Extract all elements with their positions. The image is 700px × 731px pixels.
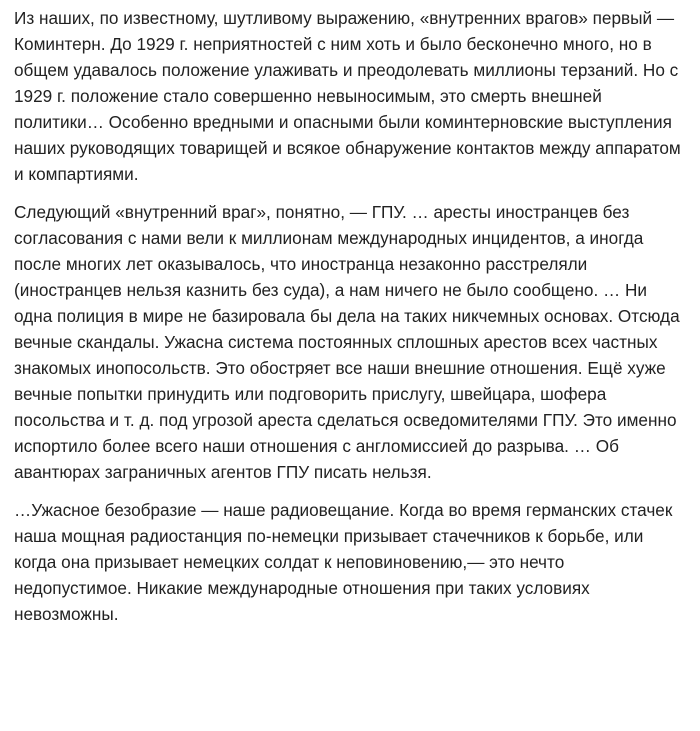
paragraph-radio: …Ужасное безобразие — наше радиовещание. Когда во время германских стачек наша мощная радиостанция по-немецки призывает стачечников к борьбе, или когда она призывает немецких солдат к неповиновению,— это нечто недопустимое. Никакие международные отношения при таких условиях невозможны. [14,500,673,624]
paragraph-gpu: Следующий «внутренний враг», понятно, — ГПУ. … аресты иностранцев без согласования с нами вели к миллионам международных инцидентов, а иногда после многих лет оказывалось, что иностранца незаконно расстреляли (иностранцев нельзя казнить без суда), а нам ничего не было сообщено. … Ни одна полиция в мире не базировала бы дела на таких никчемных основах. Отсюда вечные скандалы. Ужасна система постоянных сплошных арестов всех частных знакомых инопосольств. Это обостряет все наши внешние отношения. Ещё хуже вечные попытки принудить или подговорить прислугу, швейцара, шофера посольства и т. д. под угрозой ареста сделаться осведомителями ГПУ. Это именно испортило более всего наши отношения с англомиссией до разрыва. … Об авантюрах заграничных агентов ГПУ писать нельзя. [14,202,680,482]
paragraph-comintern: Из наших, по известному, шутливому выражению, «внутренних врагов» первый — Коминтерн. До 1929 г. неприятностей с ним хоть и было бесконечно много, но в общем удавалось положение улаживать и преодолевать миллионы терзаний. Но с 1929 г. положение стало совершенно невыносимым, это смерть внешней политики… Особенно вредными и опасными были коминтерновские выступления наших руководящих товарищей и всякое обнаружение контактов между аппаратом и компартиями. [14,8,681,184]
